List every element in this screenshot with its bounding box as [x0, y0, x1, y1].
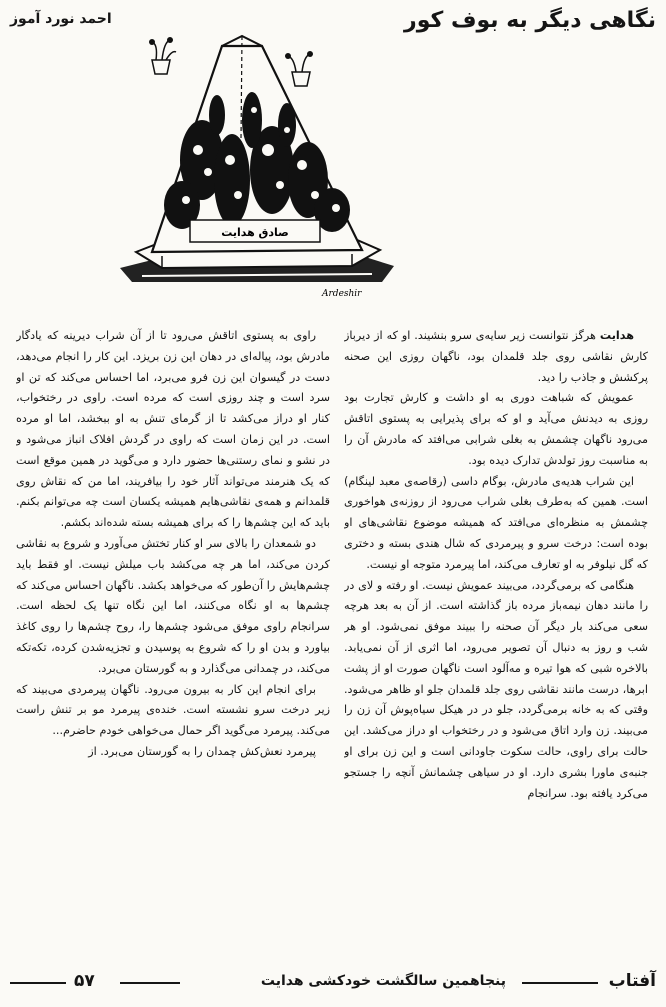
footer-divider: [522, 982, 598, 984]
article-column-right: [344, 326, 648, 952]
paragraph: برای انجام این کار به بیرون می‌رود. ناگهان پیرمردی می‌بیند که زیر درخت سرو نشسته است. خنده‌ی پیرمرد مو بر تنش راست می‌کند. پیرمرد می‌گوید اگر حمال می‌خواهی خودم حاضرم...: [16, 682, 330, 738]
tomb-illustration: [112, 30, 402, 310]
article-column-left: [16, 326, 330, 952]
paragraph: این شراب هدیه‌ی مادرش، بوگام داسی (رقاصه‌ی معبد لینگام) است. همین که به‌طرف بغلی شراب می‌رود از روزنه‌ی هواخوری چشمش به منظره‌ای می‌افتد که همیشه موضوع نقاشی‌های او بوده است: درخت سرو و پیرمردی که شال هندی بسته و دختری که گل نیلوفر به او تعارف می‌کند، اما پیرمرد متوجه او نیست.: [344, 474, 648, 571]
flower-pot-left-icon: [149, 37, 176, 74]
paragraph: [344, 326, 648, 388]
magazine-name: آفتاب: [608, 971, 656, 991]
footer-caption: پنجاهمین سالگشت خودکشی هدایت: [260, 973, 506, 989]
paragraph-text: هرگز نتوانست زیر سایه‌ی سرو بنشیند. او که از دیرباز کارش نقاشی روی جلد قلمدان بود، ناگهان روزی این صحنه پرکشش و جاذب را دید.: [344, 329, 648, 384]
footer-divider: [10, 982, 66, 984]
page-number: ۵۷: [74, 971, 95, 991]
tomb-inscription: صادق هدایت: [221, 226, 289, 239]
artist-signature: Ardeshir: [322, 289, 362, 299]
article-title: نگاهی دیگر به بوف کور: [404, 8, 656, 33]
author-name: احمد نورد آموز: [10, 11, 112, 27]
page-footer: [10, 964, 656, 998]
paragraph: عمویش که شباهت دوری به او داشت و کارش تجارت بود روزی به دیدنش می‌آید و او که برای پذیرایی به پستوی اتاقش می‌رود ناگهان چشمش به بغلی شرابی می‌افتد که مادرش آن را به مناسبت روز تولدش تدارک دیده بود.: [344, 391, 648, 467]
footer-divider: [120, 982, 180, 984]
paragraph: دو شمعدان را بالای سر او کنار تختش می‌آورد و شروع به نقاشی کردن می‌کند، اما هر چه می‌کشد باب میلش نیست. او فقط باید چشم‌هایش را آن‌طور که می‌خواهد بکشد. ناگهان احساس می‌کند که چشم‌ها به او نگاه می‌کنند، اما این نگاه تنها یک لحظه است. سرانجام راوی موفق می‌شود چشم‌ها را، روح چشم‌ها را روی کاغذ بیاورد و بدن او را که شروع به پوسیدن و تجزیه‌شدن کرده، تکه‌تکه می‌کند، در چمدانی می‌گذارد و به گورستان می‌برد.: [16, 536, 330, 675]
paragraph: پیرمرد نعش‌کش چمدان را به گورستان می‌برد. از: [88, 744, 316, 758]
paragraph: راوی به پستوی اتاقش می‌رود تا از آن شراب دیرینه که یادگار مادرش بود، پیاله‌ای در دهان این زن بریزد. این کار را انجام می‌دهد، دست در گیسوان این زن فرو می‌برد، اما احساس می‌کند که تن او سرد است و چند روزی است که مرده است. راوی در رختخواب، کنار او دراز می‌کشد تا از گرمای تنش به او ببخشد، اما او مرده است. در این زمان است که راوی در گردش افلاک انباز می‌شود و در نشو و نمای رستنی‌ها حضور دارد و می‌گوید در همین موقع است که یک هنرمند می‌تواند آثار خود را بیافریند، اما من که نقاش روی قلمدانم و همه‌ی نقاشی‌هایم همیشه یکسان است چه می‌توانم بکنم. باید که این چشم‌ها را که برای همیشه بسته شده‌اند بکشم.: [16, 329, 330, 530]
flower-pot-right-icon: [285, 51, 313, 86]
lead-word: هدایت: [599, 329, 634, 342]
paragraph: هنگامی که برمی‌گردد، می‌بیند عمویش نیست. او رفته و لای در را مانند دهان نیمه‌باز مرده باز گذاشته است. از آن به بعد هرچه سعی می‌کند بار دیگر آن صحنه را ببیند موفق نمی‌شود. او هر شب و روز به دنبال آن تصویر می‌رود، اما اثری از آن نمی‌یابد. بالاخره شبی که هوا تیره و مه‌آلود است ناگهان صورت او از پشت ابرها، درست مانند نقاشی روی جلد قلمدان جلو او ظاهر می‌شود. وقتی که به خانه برمی‌گردد، جلو در در هیکل سیاه‌پوش آن زن را می‌بیند. زن وارد اتاق می‌شود و در رختخواب او دراز می‌کشد. این حالت برای راوی، حالت سکوت جاودانی است و این زن برای او جنبه‌ی ماورا بشری دارد. او در سیاهی چشمانش آنچه را جستجو می‌کرد یافته بود. سرانجام: [344, 578, 648, 800]
